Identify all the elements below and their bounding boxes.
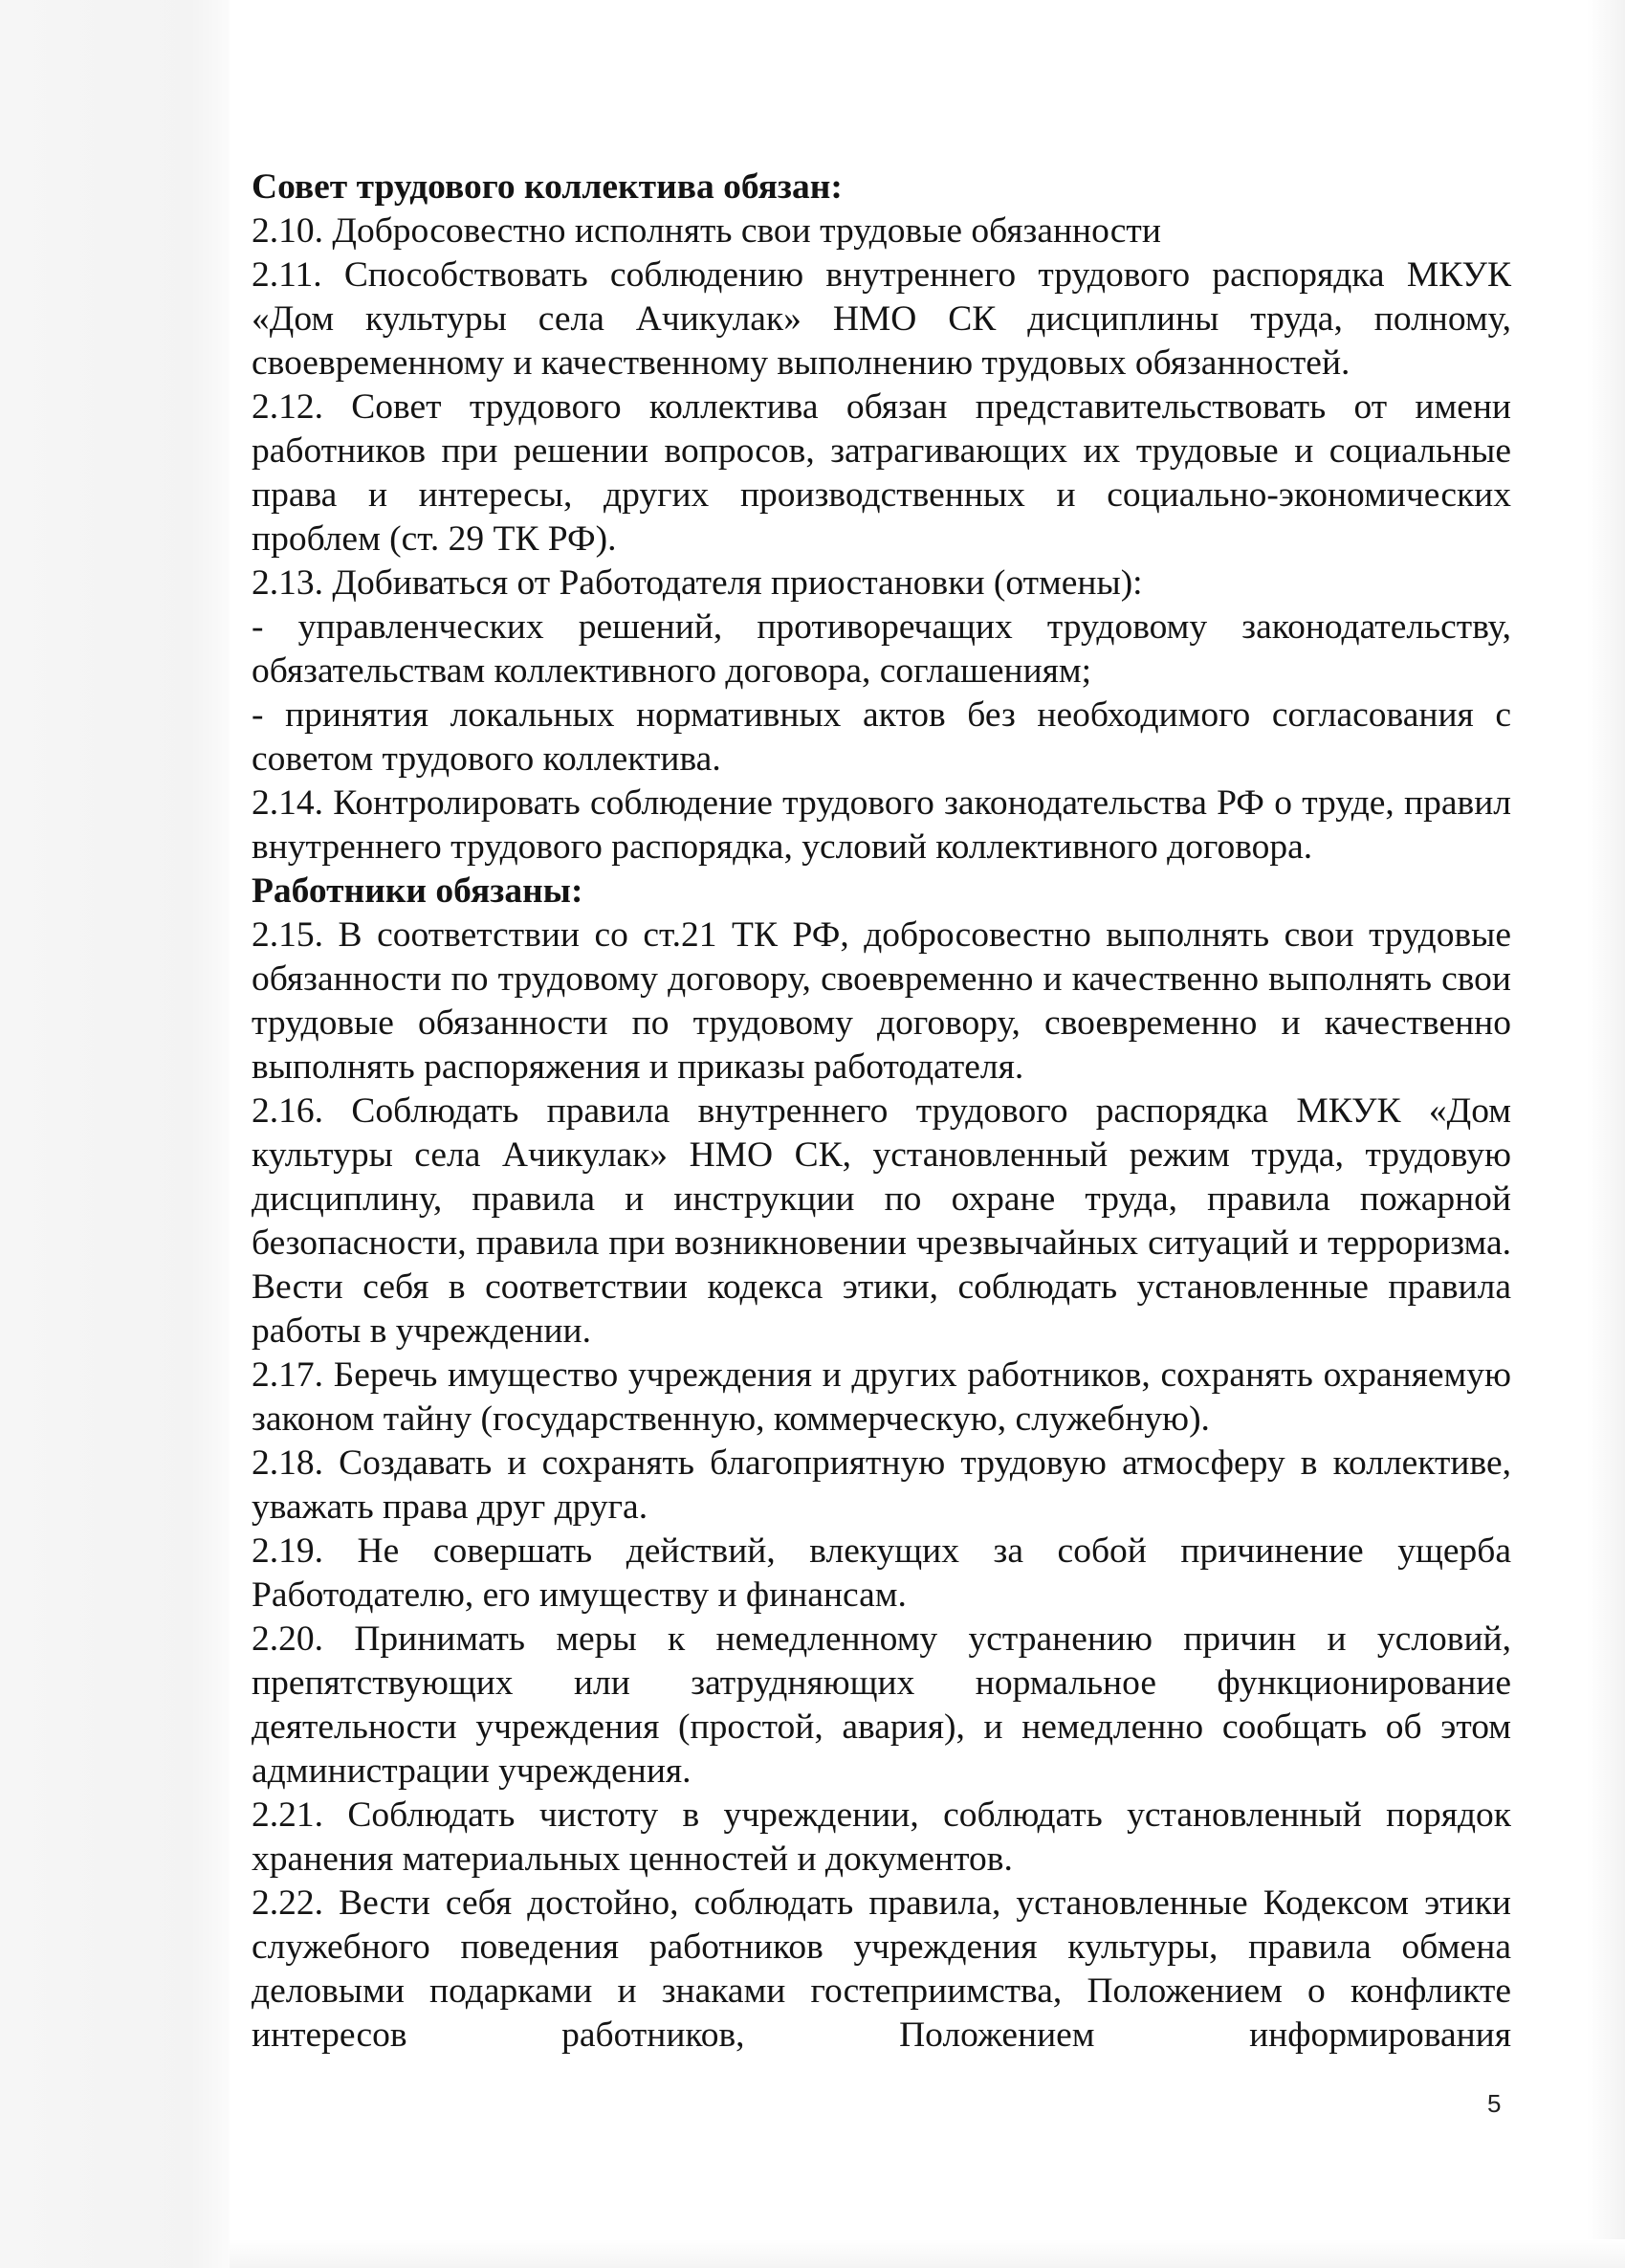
clause-2-21: 2.21. Соблюдать чистоту в учреждении, соблюдать установленный порядок хранения материальных ценностей и документов. <box>252 1795 1511 1879</box>
clause-2-17: 2.17. Беречь имущество учреждения и других работников, сохранять охраняемую законом тайну (государственную, коммерческую, служебную). <box>252 1355 1511 1439</box>
clause-2-16: 2.16. Соблюдать правила внутреннего трудового распорядка МКУК «Дом культуры села Ачикулак» НМО СК, установленный режим труда, трудовую дисциплину, правила и инструкции по охране труда, правила пожарной безопасности, правила при возникновении чрезвычайных ситуаций и терроризма. Вести себя в соответствии кодекса этики, соблюдать установленные правила работы в учреждении. <box>252 1091 1511 1351</box>
clause-2-15: 2.15. В соответствии со ст.21 ТК РФ, добросовестно выполнять свои трудовые обязанности по трудовому договору, своевременно и качественно выполнять свои трудовые обязанности по трудовому договору, своевременно и качественно выполнять распоряжения и приказы работодателя. <box>252 915 1511 1087</box>
clause-2-13: 2.13. Добиваться от Работодателя приостановки (отмены): <box>252 563 1143 603</box>
section-heading-workers: Работники обязаны: <box>252 871 583 911</box>
clause-2-10: 2.10. Добросовестно исполнять свои трудовые обязанности <box>252 211 1161 251</box>
clause-2-12: 2.12. Совет трудового коллектива обязан представительствовать от имени работников при решении вопросов, затрагивающих их трудовые и социальные права и интересы, других производственных и социально-экономических проблем (ст. 29 ТК РФ). <box>252 387 1511 559</box>
scan-right-edge <box>1587 0 1625 2268</box>
scan-bottom-edge <box>230 2239 1625 2268</box>
clause-2-20: 2.20. Принимать меры к немедленному устранению причин и условий, препятствующих или затрудняющих нормальное функционирование деятельности учреждения (простой, авария), и немедленно сообщать об этом администрации учреждения. <box>252 1619 1511 1791</box>
page-number: 5 <box>1487 2089 1502 2118</box>
document-body <box>252 165 1511 2058</box>
clause-2-13-item-1: - управленческих решений, противоречащих трудовому законодательству, обязательствам коллективного договора, соглашениям; <box>252 607 1511 691</box>
clause-2-13-item-2: - принятия локальных нормативных актов без необходимого согласования с советом трудового коллектива. <box>252 695 1511 779</box>
clause-2-18: 2.18. Создавать и сохранять благоприятную трудовую атмосферу в коллективе, уважать права друг друга. <box>252 1443 1511 1527</box>
clause-2-14: 2.14. Контролировать соблюдение трудового законодательства РФ о труде, правил внутреннего трудового распорядка, условий коллективного договора. <box>252 783 1511 867</box>
section-heading-council: Совет трудового коллектива обязан: <box>252 167 843 207</box>
clause-2-11: 2.11. Способствовать соблюдению внутреннего трудового распорядка МКУК «Дом культуры села Ачикулак» НМО СК дисциплины труда, полному, своевременному и качественному выполнению трудовых обязанностей. <box>252 255 1511 383</box>
clause-2-19: 2.19. Не совершать действий, влекущих за собой причинение ущерба Работодателю, его имуществу и финансам. <box>252 1531 1511 1615</box>
scan-left-edge <box>0 0 230 2268</box>
clause-2-22: 2.22. Вести себя достойно, соблюдать правила, установленные Кодексом этики служебного поведения работников учреждения культуры, правила обмена деловыми подарками и знаками гостеприимства, Положением о конфликте интересов работников, Положением информирования <box>252 1883 1511 2055</box>
